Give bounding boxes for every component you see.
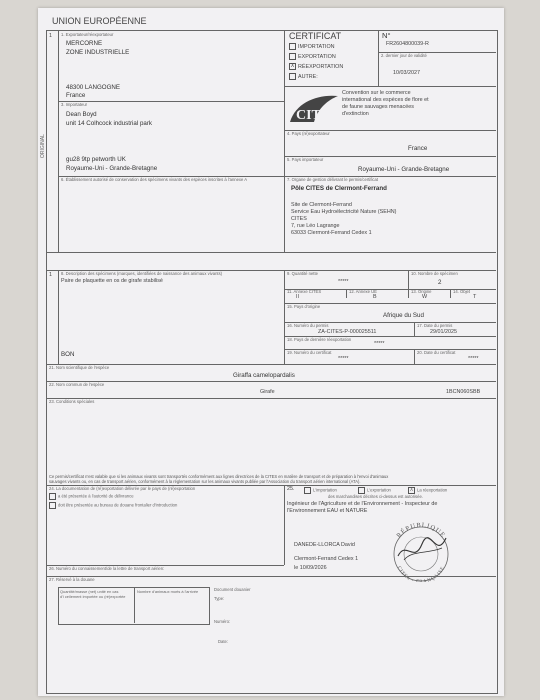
box12-label: 12. Annexe UE (349, 289, 377, 294)
option-autre[interactable]: AUTRE: (289, 73, 318, 80)
box18-label: 18. Pays de dernière réexportation (287, 337, 352, 342)
last-day-label: 2. dernier jour de validité (381, 53, 427, 58)
box7-label: 7. Organe de gestion délivrant le permis/certificat (287, 177, 379, 182)
signatory-name: DANEDE-LLORCA David (294, 542, 355, 548)
customs-col-quantity: Quantité/masse (net) unité en cas d'i ceilement importée ou (ré)exportée (60, 589, 126, 599)
box1-number: 1 (49, 33, 52, 39)
signatory-city: Clermont-Ferrand Cedex 1 (294, 556, 359, 562)
signatory-title-1: Ingénieur de l'Agriculture et de l'Environnement - Inspecteur de (287, 501, 438, 507)
authorization-text: des marchandises décrites ci-dessus est autorisée. (328, 494, 423, 499)
original-label: ORIGINAL (40, 134, 46, 158)
signatory-title-2: l'Environnement EAU et NATURE (287, 508, 368, 514)
svg-text:CITES - FRANÇAISE: CITES - NÇAISE (395, 565, 447, 582)
origin-country: Afrique du Sud (383, 312, 424, 319)
auth-option-export[interactable]: L'exportation (358, 487, 391, 494)
authority-line2: Service Eau Hydroélectricité Nature (SEHN) (291, 209, 397, 215)
union-header: UNION EUROPÉENNE (52, 16, 147, 26)
certificate-date: ***** (468, 356, 479, 362)
cites-text-2: international des espèces de flore et (342, 97, 429, 103)
cites-text-4: d'extinction (342, 111, 369, 117)
species-code: 1BCN060SBB (446, 389, 481, 395)
box16-label: 16. Numéro du permis (287, 323, 329, 328)
reexport-country: France (408, 145, 428, 152)
box26-label: 26. Numéro du connaissement/de la lettre de transport aérien: (49, 566, 165, 571)
cites-annex: II (296, 294, 299, 300)
svg-text:CITES: CITES (296, 108, 339, 123)
box3-label: 3. Importateur (61, 102, 88, 107)
importer-line2: unit 14 Colhcock industrial park (66, 120, 152, 127)
customs-doc-label: Document douanier (214, 587, 251, 592)
box6-label: 6. Établissement autorisé de conservation des spécimens vivants des espèces inscrites à l'annexe A (61, 177, 248, 182)
permit-number: ZA-CITES-P-000025511 (318, 329, 377, 335)
official-stamp (384, 520, 458, 582)
certificate-page (38, 8, 504, 696)
last-day-value: 10/03/2027 (393, 70, 420, 76)
auth-option-reexport[interactable]: X La réexportation (409, 487, 448, 493)
box15-label: 15. Pays d'origine (287, 304, 321, 309)
validity-line-1: Ce permis/certificat n'est valable que si les animaux vivants sont transportés conformément aux lignes directrices de la CITES en matière de transport et de préparation à l'envoi d'animaux (49, 474, 389, 479)
permit-date: 29/01/2025 (430, 329, 457, 335)
exporter-name: MERCORNE (66, 40, 103, 47)
certificate-title: CERTIFICAT (289, 31, 342, 41)
auth-option-import[interactable]: L'importation (304, 487, 337, 494)
exporter-line3: 48300 LANGOGNE (66, 84, 120, 91)
box8-label: 8. Description des spécimens (marques, identifiées de naissance des animaux vivants) (61, 271, 223, 276)
doc-option-customs[interactable]: doit être présentée au bureau de douane frontalier d'introduction (49, 502, 177, 509)
authority-line1: Site de Clermont-Ferrand (291, 202, 352, 208)
specimen-description: Paire de plaquette en os de girafe stabilisé (61, 278, 163, 284)
box23-label: 23. Conditions spéciales (49, 399, 95, 404)
authority-line3: CITES (291, 216, 307, 222)
certificate-number: ***** (338, 356, 349, 362)
customs-type-label: Type: (214, 596, 225, 601)
box22-label: 22. Nom commun de l'espèce (49, 382, 105, 387)
box1-label: 1. Exportateur/réexportateur (61, 32, 114, 37)
cert-number: FR2604800039-R (386, 41, 429, 47)
box5-label: 5. Pays importateur (287, 157, 324, 162)
eu-annex: B (373, 294, 377, 300)
common-name: Girafe (260, 389, 275, 395)
option-importation[interactable]: IMPORTATION (289, 43, 335, 50)
box13-label: 13. Origine (411, 289, 432, 294)
cites-text-3: de faune sauvages menacées (342, 104, 414, 110)
scientific-name: Giraffa camelopardalis (233, 372, 295, 379)
box24-label: 24. La documentation de (ré)exportation délivrée par le pays de (ré)exportation (49, 486, 196, 491)
box21-label: 21. Nom scientifique de l'espèce (49, 365, 110, 370)
box20-label: 20. Date du certificat (417, 350, 456, 355)
svg-text:RÉPUBLIQUE: RÉPUBLIQUE (395, 521, 447, 540)
customs-date-label: Date: (218, 639, 229, 644)
last-reexport-country: ***** (374, 341, 385, 347)
authority-line4: 7, rue Léo Lagrange (291, 223, 340, 229)
importer-line3: gu28 9tp petworth UK (66, 156, 126, 163)
importer-name: Dean Boyd (66, 111, 97, 118)
validity-line-2: sauvages vivants ou, en cas de transport aérien, conformément à la réglementation sur les animaux vivants publiée par l'Association du transport aérien international (ATA). (49, 479, 361, 484)
box9-label: 9. Quantité nette (287, 271, 318, 276)
box10-label: 10. Nombre de spécimen (411, 271, 458, 276)
exporter-country: France (66, 92, 86, 99)
box25-label: 25. (287, 486, 295, 492)
specimen-count: 2 (438, 279, 442, 286)
box17-label: 17. Date du permis (417, 323, 453, 328)
authority-line5: 63033 Clermont-Ferrand Cedex 1 (291, 230, 372, 236)
box19-label: 19. Numéro du certificat (287, 350, 332, 355)
origin-code: W (422, 294, 428, 300)
cert-no-label: N° (382, 31, 391, 40)
customs-col-dead: Nombre d'animaux morts à l'arrivée (137, 589, 199, 594)
box27-label: 27. Réservé à la douane (49, 577, 95, 582)
importer-country: Royaume-Uni - Grande-Bretagne (66, 165, 158, 172)
cites-text-1: Convention sur le commerce (342, 90, 411, 96)
doc-option-presented[interactable]: a été présentée à l'autorité de délivrance (49, 493, 134, 500)
box4-label: 4. Pays (ré)exportateur (287, 131, 330, 136)
import-country: Royaume-Uni - Grande-Bretagne (358, 166, 450, 173)
purpose-code: T (473, 294, 477, 300)
box11-label: 11. Annexe CITES (287, 289, 322, 294)
net-quantity: ***** (338, 279, 349, 285)
signature-date: le 10/09/2026 (294, 565, 327, 571)
cites-logo (288, 92, 340, 126)
row1-number: 1 (49, 272, 52, 278)
option-exportation[interactable]: EXPORTATION (289, 53, 336, 60)
customs-number-label: Numéro: (214, 619, 231, 624)
authority-title: Pôle CITES de Clermont-Ferrand (291, 185, 387, 192)
exporter-line2: ZONE INDUSTRIELLE (66, 49, 130, 56)
option-reexportation[interactable]: X RÉEXPORTATION (290, 63, 344, 70)
bon-label: BON (61, 351, 75, 358)
box14-label: 14. Objet (453, 289, 470, 294)
